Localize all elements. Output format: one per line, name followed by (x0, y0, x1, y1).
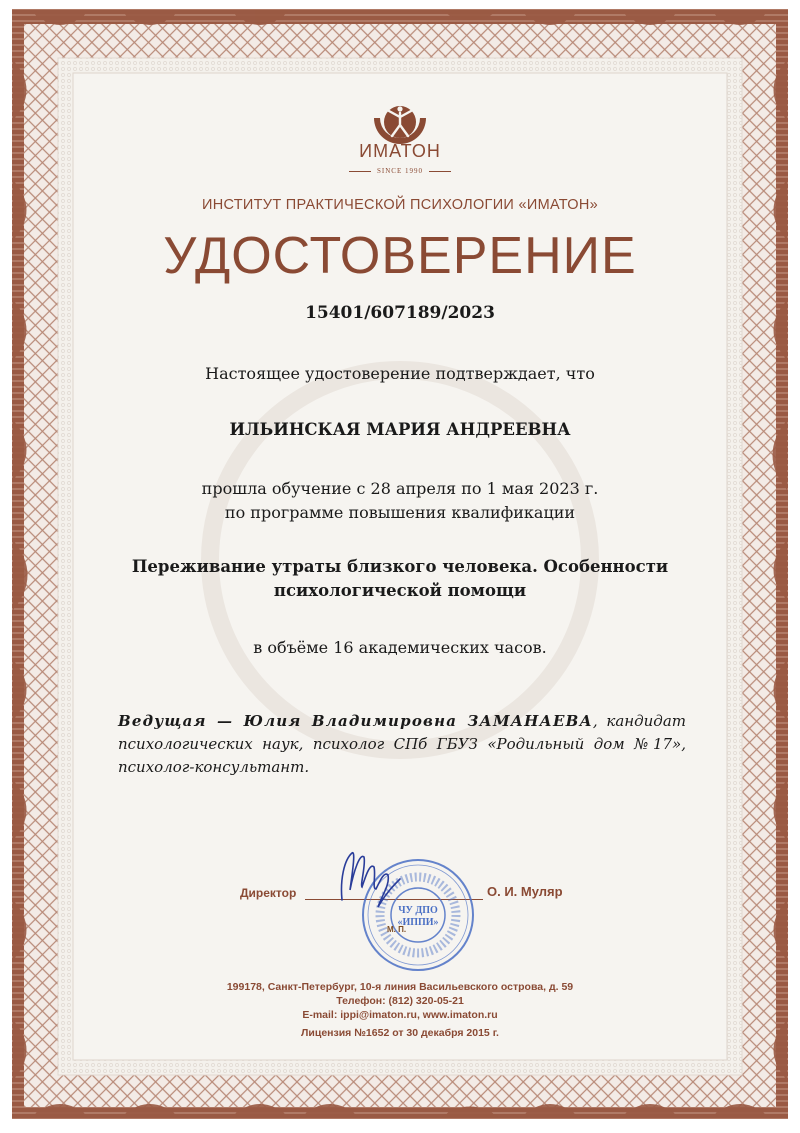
program-title (0, 555, 800, 603)
confirmation-text: Настоящее удостоверение подтверждает, что (205, 364, 595, 383)
footer-phone: Телефон: (812) 320-05-21 (336, 995, 464, 1007)
footer-address: 199178, Санкт-Петербург, 10-я линия Васильевского острова, д. 59 (226, 981, 574, 993)
program-line-2: психологической помощи (273, 581, 527, 600)
hours-text: в объёме 16 академических часов. (253, 638, 547, 657)
lecturer-details: , кандидат психологических наук, психолог СПб ГБУЗ «Родильный дом №17», психолог-консультант. (118, 712, 686, 776)
director-name: О. И. Муляр (487, 884, 563, 899)
logo-since (0, 167, 800, 175)
training-period (0, 477, 800, 525)
footer-license: Лицензия №1652 от 30 декабря 2015 г. (301, 1027, 499, 1039)
period-line-2: по программе повышения квалификации (224, 503, 576, 522)
holder-name: ИЛЬИНСКАЯ МАРИЯ АНДРЕЕВНА (229, 420, 571, 439)
director-signature (330, 845, 420, 915)
footer-email: E-mail: ippi@imaton.ru, www.imaton.ru (302, 1009, 498, 1021)
institute-name: ИНСТИТУТ ПРАКТИЧЕСКОЙ ПСИХОЛОГИИ «ИМАТОН» (201, 197, 599, 213)
since-text: SINCE 1990 (377, 167, 423, 175)
period-line-1: прошла обучение с 28 апреля по 1 мая 2023 г. (201, 479, 599, 498)
lecturer-info (118, 710, 686, 779)
director-label: Директор (240, 886, 297, 900)
lecturer-name: Ведущая — Юлия Владимировна ЗАМАНАЕВА (118, 712, 593, 730)
logo-wordmark: ИМАТОН (359, 141, 441, 161)
program-line-1: Переживание утраты близкого человека. Особенности (131, 557, 669, 576)
document-number: 15401/607189/2023 (305, 303, 495, 323)
document-title: УДОСТОВЕРЕНИЕ (163, 227, 637, 285)
svg-text:ЧУ ДПО: ЧУ ДПО (398, 905, 438, 916)
svg-text:«ИППИ»: «ИППИ» (397, 917, 439, 928)
seal-place-mark: М. П. (387, 925, 407, 934)
